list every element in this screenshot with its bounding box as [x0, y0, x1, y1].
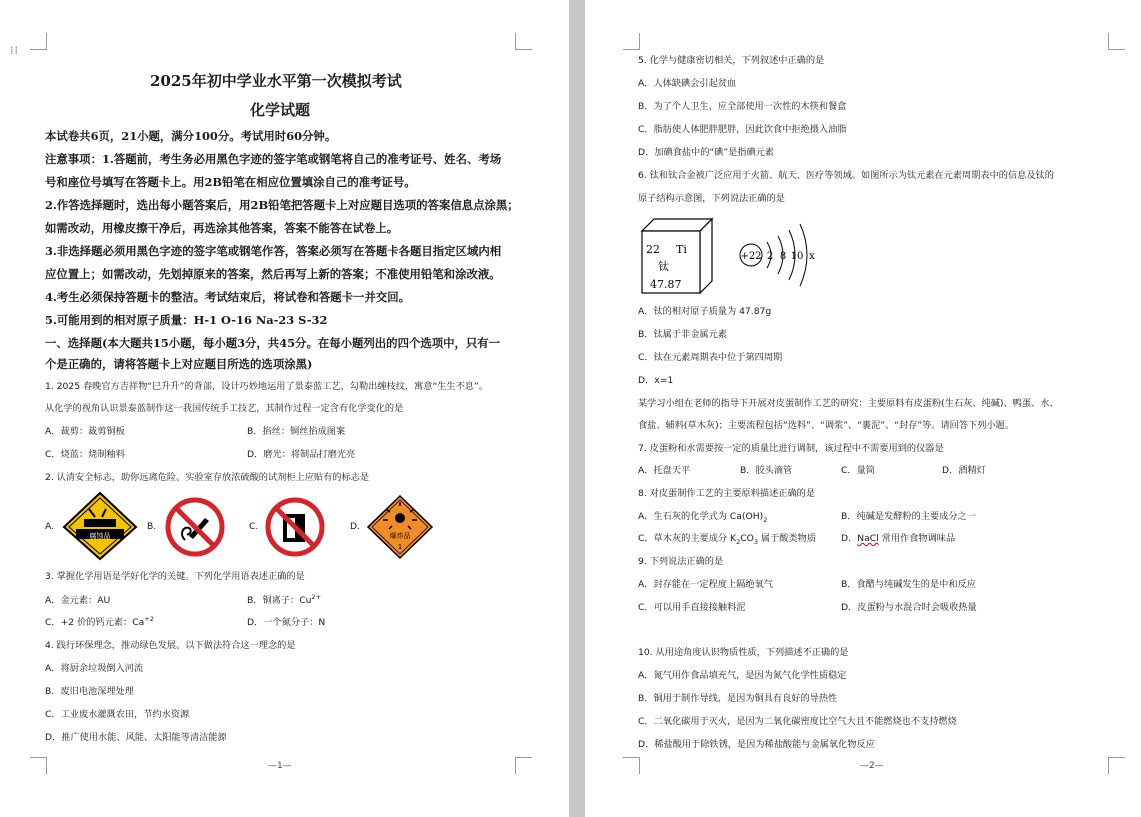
margin-mark: [623, 33, 640, 50]
drag-handle-icon[interactable]: ⁞⁞: [10, 44, 19, 57]
context-paragraph: 食盐、辅料(草木灰)；主要流程包括“选料”、“调浆”、“裹泥”、“封存”等。请回答下列小题。: [638, 420, 1014, 431]
explosive-sign-icon: [366, 494, 434, 560]
margin-mark: [1108, 757, 1125, 774]
section-heading: 个是正确的，请将答题卡上对应题目所选的选项涂黑): [45, 357, 313, 371]
no-smoking-sign-icon: [163, 496, 227, 558]
margin-mark: [515, 757, 532, 774]
shell-electrons: x: [809, 251, 815, 262]
option-c: C．二氧化碳用于灭火，是因为二氧化碳密度比空气大且不能燃烧也不支持燃烧: [638, 716, 957, 727]
question-5-stem: 5. 化学与健康密切相关，下列叙述中正确的是: [638, 55, 825, 66]
option-c: C．烧蓝：烧制釉料: [45, 449, 125, 460]
option-b: B．废旧电池深埋处理: [45, 686, 134, 697]
element-name: 钛: [658, 260, 669, 273]
question-1-stem: 从化学的视角认识景泰蓝制作这一我国传统手工技艺，其制作过程一定含有化学变化的是: [45, 403, 404, 414]
shell-electrons: 2: [766, 251, 774, 262]
option-a: A．托盘天平: [638, 465, 691, 476]
option-a: [638, 511, 767, 523]
option-a: A．封存能在一定程度上隔绝氧气: [638, 579, 773, 590]
element-symbol: Ti: [676, 243, 687, 256]
atomic-structure-figure: [737, 222, 821, 288]
periodic-table-cell-figure: [638, 215, 716, 295]
option-d-text: D．: [841, 533, 858, 544]
option-d: D．加碘食盐中的“碘”是指碘元素: [638, 147, 775, 158]
margin-mark: [515, 33, 532, 50]
question-9-stem: 9. 下列说法正确的是: [638, 556, 724, 567]
option-b-text: B．铜离子：Cu: [247, 595, 312, 606]
question-6-stem: 原子结构示意图，下列说法正确的是: [638, 193, 785, 204]
option-d: [841, 533, 955, 545]
option-d: D．酒精灯: [942, 465, 986, 476]
option-d: D．一个氮分子：N: [247, 617, 326, 628]
intro-text: 本试卷共6页，21小题，满分100分。考试用时60分钟。: [45, 129, 337, 143]
option-b: B．钛属于非金属元素: [638, 329, 727, 340]
option-b: B．铜用于制作导线，是因为铜具有良好的导热性: [638, 693, 838, 704]
formula-subscript: 3: [753, 537, 758, 546]
option-c-text: 属于酸类物质: [758, 533, 817, 544]
page-number: —2—: [860, 761, 884, 771]
option-d-label: D.: [350, 521, 360, 532]
option-d: D．x=1: [638, 375, 674, 386]
note-line: 注意事项：1.答题前，考生务必用黑色字迹的签字笔或钢笔将自己的准考证号、姓名、考场: [45, 152, 502, 166]
option-a-label: A.: [45, 521, 55, 532]
option-c-text: CO: [740, 533, 754, 544]
option-a: A．金元素：AU: [45, 595, 111, 606]
option-a: A．将厨余垃圾倒入河流: [45, 663, 144, 674]
spellcheck-underlined-text[interactable]: NaCl: [857, 533, 879, 544]
shell-electrons: 10: [790, 251, 804, 262]
document-page-2: [585, 0, 1141, 817]
question-4-stem: 4. 践行环保理念，推动绿色发展。以下做法符合这一理念的是: [45, 640, 296, 651]
note-line: 3.非选择题必须用黑色字迹的签字笔或钢笔作答，答案必须写在答题卡各题目指定区域内相: [45, 244, 502, 258]
option-d-text: 常用作食物调味品: [878, 533, 956, 544]
note-line: 号和座位号填写在答题卡上。用2B铅笔在相应位置填涂自己的准考证号。: [45, 175, 416, 189]
sign-label-corrosive: 腐蚀品: [89, 532, 111, 540]
atomic-number: 22: [646, 243, 660, 256]
option-c-text: C．+2 价的钙元素：Ca: [45, 617, 145, 628]
option-b: B．为了个人卫生，应全部使用一次性的木筷和餐盒: [638, 101, 847, 112]
option-c: C．量筒: [841, 465, 875, 476]
option-b: B．掐丝：铜丝掐成图案: [247, 426, 346, 437]
note-line: 4.考生必须保持答题卡的整洁。考试结束后，将试卷和答题卡一并交回。: [45, 290, 411, 304]
margin-mark: [30, 33, 47, 50]
option-c-text: C．草木灰的主要成分 K: [638, 533, 737, 544]
option-b-label: B.: [147, 521, 157, 532]
option-b: [247, 592, 322, 607]
page-title: 2025年初中学业水平第一次模拟考试: [150, 72, 402, 90]
option-c: [45, 614, 154, 629]
question-6-stem: 6. 钛和钛合金被广泛应用于火箭、航天、医疗等领域。如图所示为钛元素在元素周期表中的信息及钛的: [638, 170, 1054, 181]
question-10-stem: 10. 从用途角度认识物质性质，下列描述不正确的是: [638, 647, 849, 658]
option-d: D．皮蛋粉与水混合时会吸收热量: [841, 602, 977, 613]
atomic-mass: 47.87: [650, 278, 682, 291]
document-page-1: [0, 0, 569, 817]
option-b: B．食醋与纯碱发生的是中和反应: [841, 579, 976, 590]
formula-subscript: 2: [763, 515, 768, 524]
option-c: C．脂肪使人体肥胖肥胖，因此饮食中拒绝摄入油脂: [638, 124, 847, 135]
sign-label-explosive: 爆炸品: [389, 532, 411, 540]
corrosive-sign-icon: [62, 491, 138, 561]
option-d: D．推广使用水能、风能、太阳能等清洁能源: [45, 732, 227, 743]
section-heading: 一、选择题(本大题共15小题，每小题3分，共45分。在每小题列出的四个选项中，只有一: [45, 336, 501, 350]
option-d: D．稀盐酸用于除铁锈，是因为稀盐酸能与金属氧化物反应: [638, 739, 875, 750]
valence-superscript: +2: [144, 614, 154, 623]
option-b: B．纯碱是发酵粉的主要成分之一: [841, 511, 976, 522]
option-a: A．裁剪：裁剪铜板: [45, 426, 125, 437]
option-a-text: A．生石灰的化学式为 Ca(OH): [638, 511, 764, 522]
note-line: 5.可能用到的相对原子质量：H-1 O-16 Na-23 S-32: [45, 313, 328, 327]
charge-superscript: 2+: [311, 592, 322, 601]
subject-title: 化学试题: [250, 101, 311, 119]
note-line: 2.作答选择题时，选出每小题答案后，用2B铅笔把答题卡上对应题目选项的答案信息点涂黑；: [45, 198, 519, 212]
option-a: A．氮气用作食品填充气，是因为氮气化学性质稳定: [638, 670, 847, 681]
note-line: 应位置上；如需改动，先划掉原来的答案，然后再写上新的答案；不准使用铅笔和涂改液。: [45, 267, 501, 281]
option-a: A．钛的相对原子质量为 47.87g: [638, 306, 772, 317]
option-c: C．可以用手直接接触料泥: [638, 602, 746, 613]
question-2-stem: 2. 认清安全标志，助你远离危险。实验室存放浓硫酸的试剂柜上应贴有的标志是: [45, 472, 370, 483]
option-c: C．钛在元素周期表中位于第四周期: [638, 352, 783, 363]
margin-mark: [623, 757, 640, 774]
formula-subscript: 2: [736, 537, 741, 546]
shell-electrons: 8: [779, 251, 787, 262]
option-c: [638, 533, 816, 545]
question-1-stem: 1. 2025 春晚官方吉祥物“巳升升”的背部，设计巧妙地运用了景泰蓝工艺，勾勒出缠枝纹，寓意“生生不息”。: [45, 381, 488, 392]
option-a: A．人体缺碘会引起贫血: [638, 78, 737, 89]
nucleus-charge: +22: [740, 251, 762, 262]
margin-mark: [30, 757, 47, 774]
question-3-stem: 3. 掌握化学用语是学好化学的关键。下列化学用语表述正确的是: [45, 571, 305, 582]
page-number: —1—: [268, 761, 292, 771]
option-c: C．工业废水灌溉农田，节约水资源: [45, 709, 190, 720]
note-line: 如需改动，用橡皮擦干净后，再选涂其他答案，答案不能答在试卷上。: [45, 221, 399, 235]
question-7-stem: 7. 皮蛋粉和水需要按一定的质量比进行调制，该过程中不需要用到的仪器是: [638, 443, 944, 454]
no-fire-sign-icon: [263, 496, 327, 558]
option-c-label: C.: [249, 521, 259, 532]
margin-mark: [1108, 33, 1125, 50]
option-d: D．磨光：将制品打磨光亮: [247, 449, 356, 460]
sign-label-class: 1: [397, 543, 403, 551]
question-8-stem: 8. 对皮蛋制作工艺的主要原料描述正确的是: [638, 488, 816, 499]
context-paragraph: 某学习小组在老师的指导下开展对皮蛋制作工艺的研究：主要原料有皮蛋粉(生石灰、纯碱)、鸭蛋、水、: [638, 398, 1059, 409]
option-b: B．胶头滴管: [740, 465, 793, 476]
